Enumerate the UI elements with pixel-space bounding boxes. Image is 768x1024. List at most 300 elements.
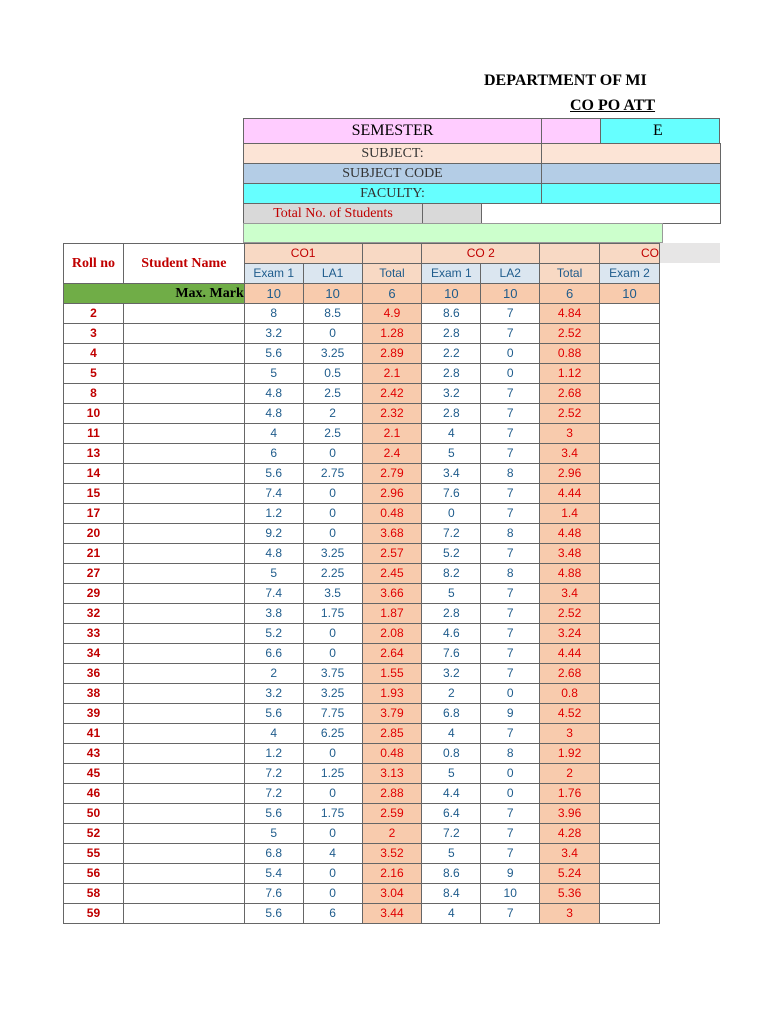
exam2-cell[interactable] [600, 444, 660, 464]
la1-cell[interactable]: 4 [303, 844, 362, 864]
total2-cell[interactable]: 2.52 [540, 404, 600, 424]
roll-cell[interactable]: 39 [64, 704, 124, 724]
total2-cell[interactable]: 3.4 [540, 844, 600, 864]
exam2-cell[interactable] [600, 564, 660, 584]
roll-cell[interactable]: 14 [64, 464, 124, 484]
exam1-cell[interactable]: 5.4 [244, 864, 303, 884]
total2-cell[interactable]: 4.28 [540, 824, 600, 844]
exam2-cell[interactable] [600, 364, 660, 384]
la2-cell[interactable]: 9 [481, 704, 540, 724]
exam1-co2-cell[interactable]: 7.2 [422, 524, 481, 544]
la1-cell[interactable]: 1.75 [303, 804, 362, 824]
total1-cell[interactable]: 2.59 [362, 804, 422, 824]
roll-cell[interactable]: 8 [64, 384, 124, 404]
exam1-co2-cell[interactable]: 8.6 [422, 864, 481, 884]
la1-cell[interactable]: 2.75 [303, 464, 362, 484]
total2-cell[interactable]: 4.88 [540, 564, 600, 584]
la2-cell[interactable]: 7 [481, 544, 540, 564]
total2-cell[interactable]: 3 [540, 904, 600, 924]
exam1-cell[interactable]: 7.4 [244, 584, 303, 604]
la1-cell[interactable]: 2.5 [303, 384, 362, 404]
la2-cell[interactable]: 7 [481, 724, 540, 744]
exam1-cell[interactable]: 4.8 [244, 544, 303, 564]
exam1-cell[interactable]: 5.6 [244, 344, 303, 364]
total2-cell[interactable]: 4.48 [540, 524, 600, 544]
co3-header: CO [600, 244, 660, 264]
la2-cell[interactable]: 8 [481, 564, 540, 584]
la1-cell[interactable]: 2 [303, 404, 362, 424]
la1-cell[interactable]: 0 [303, 624, 362, 644]
student-name-cell[interactable] [123, 844, 244, 864]
la2-cell[interactable]: 0 [481, 364, 540, 384]
la1-cell[interactable]: 8.5 [303, 304, 362, 324]
la1-cell[interactable]: 3.25 [303, 544, 362, 564]
exam2-cell[interactable] [600, 664, 660, 684]
student-name-cell[interactable] [123, 704, 244, 724]
exam2-cell[interactable] [600, 684, 660, 704]
total1-cell[interactable]: 1.87 [362, 604, 422, 624]
table-row [64, 484, 660, 504]
roll-cell[interactable]: 34 [64, 644, 124, 664]
exam2-cell[interactable] [600, 404, 660, 424]
la1-cell[interactable]: 0 [303, 744, 362, 764]
total2-cell[interactable]: 3 [540, 724, 600, 744]
la1-cell[interactable]: 1.25 [303, 764, 362, 784]
student-name-cell[interactable] [123, 524, 244, 544]
exam1-co2-cell[interactable]: 7.6 [422, 484, 481, 504]
la1-cell[interactable]: 3.75 [303, 664, 362, 684]
exam1-cell[interactable]: 6.6 [244, 644, 303, 664]
student-name-cell[interactable] [123, 304, 244, 324]
exam1-co2-cell[interactable]: 4 [422, 904, 481, 924]
exam1-cell[interactable]: 3.2 [244, 684, 303, 704]
la2-cell[interactable]: 7 [481, 484, 540, 504]
student-name-cell[interactable] [123, 384, 244, 404]
exam1-co2-cell[interactable]: 2.8 [422, 604, 481, 624]
student-name-cell[interactable] [123, 604, 244, 624]
la2-cell[interactable]: 9 [481, 864, 540, 884]
exam2-cell[interactable] [600, 344, 660, 364]
subject-code-value-cell[interactable] [541, 163, 721, 184]
exam1-cell[interactable]: 3.2 [244, 324, 303, 344]
exam1-co2-cell[interactable]: 2.8 [422, 364, 481, 384]
la1-cell[interactable]: 0 [303, 864, 362, 884]
student-name-cell[interactable] [123, 804, 244, 824]
roll-cell[interactable]: 36 [64, 664, 124, 684]
la2-cell[interactable]: 0 [481, 764, 540, 784]
total1-cell[interactable]: 2.42 [362, 384, 422, 404]
faculty-value-cell[interactable] [541, 183, 721, 204]
student-name-cell[interactable] [123, 464, 244, 484]
exam2-cell[interactable] [600, 784, 660, 804]
la2-cell[interactable]: 7 [481, 324, 540, 344]
la2-cell[interactable]: 7 [481, 424, 540, 444]
roll-cell[interactable]: 29 [64, 584, 124, 604]
roll-cell[interactable]: 38 [64, 684, 124, 704]
student-name-cell[interactable] [123, 684, 244, 704]
student-name-cell[interactable] [123, 624, 244, 644]
total2-cell[interactable]: 3.4 [540, 444, 600, 464]
exam1-co2-cell[interactable]: 0 [422, 504, 481, 524]
la2-cell[interactable]: 7 [481, 664, 540, 684]
roll-cell[interactable]: 52 [64, 824, 124, 844]
total-students-value-cell[interactable] [422, 203, 482, 224]
exam1-cell[interactable]: 5 [244, 824, 303, 844]
roll-cell[interactable]: 15 [64, 484, 124, 504]
total2-cell[interactable]: 1.12 [540, 364, 600, 384]
total1-cell[interactable]: 4.9 [362, 304, 422, 324]
exam1-co2-cell[interactable]: 8.2 [422, 564, 481, 584]
exam1-co2-cell[interactable]: 2.2 [422, 344, 481, 364]
exam1-cell[interactable]: 6 [244, 444, 303, 464]
exam1-co2-cell[interactable]: 3.4 [422, 464, 481, 484]
la1-cell[interactable]: 2.25 [303, 564, 362, 584]
total2-cell[interactable]: 2 [540, 764, 600, 784]
student-name-cell[interactable] [123, 344, 244, 364]
exam2-cell[interactable] [600, 604, 660, 624]
exam2-cell[interactable] [600, 884, 660, 904]
la2-cell[interactable]: 7 [481, 384, 540, 404]
total1-cell[interactable]: 2.4 [362, 444, 422, 464]
total1-cell[interactable]: 2.1 [362, 364, 422, 384]
sub-header-exam1-co2: Exam 1 [422, 264, 481, 284]
total2-cell[interactable]: 4.44 [540, 644, 600, 664]
la1-cell[interactable]: 1.75 [303, 604, 362, 624]
total2-cell[interactable]: 3.4 [540, 584, 600, 604]
exam1-co2-cell[interactable]: 4.6 [422, 624, 481, 644]
la2-cell[interactable]: 8 [481, 744, 540, 764]
la1-cell[interactable]: 3.5 [303, 584, 362, 604]
total1-cell[interactable]: 3.44 [362, 904, 422, 924]
roll-cell[interactable]: 45 [64, 764, 124, 784]
la1-cell[interactable]: 0 [303, 484, 362, 504]
exam1-cell[interactable]: 2 [244, 664, 303, 684]
total1-cell[interactable]: 2.96 [362, 484, 422, 504]
la1-cell[interactable]: 0 [303, 644, 362, 664]
la1-cell[interactable]: 0.5 [303, 364, 362, 384]
total1-cell[interactable]: 3.66 [362, 584, 422, 604]
roll-cell[interactable]: 5 [64, 364, 124, 384]
subject-value-cell[interactable] [541, 143, 721, 164]
roll-cell[interactable]: 56 [64, 864, 124, 884]
total2-cell[interactable]: 3.24 [540, 624, 600, 644]
table-row [64, 424, 660, 444]
exam1-co2-cell[interactable]: 0.8 [422, 744, 481, 764]
total-students-blank-cell[interactable] [481, 203, 721, 224]
total2-cell[interactable]: 2.52 [540, 324, 600, 344]
student-name-cell[interactable] [123, 424, 244, 444]
la2-cell[interactable]: 7 [481, 904, 540, 924]
exam1-co2-cell[interactable]: 6.8 [422, 704, 481, 724]
total1-cell[interactable]: 3.04 [362, 884, 422, 904]
roll-cell[interactable]: 46 [64, 784, 124, 804]
table-row [64, 824, 660, 844]
exam2-cell[interactable] [600, 824, 660, 844]
student-name-cell[interactable] [123, 324, 244, 344]
exam1-cell[interactable]: 5 [244, 564, 303, 584]
semester-blank-cell[interactable] [541, 118, 601, 144]
student-name-cell[interactable] [123, 784, 244, 804]
total2-cell[interactable]: 0.88 [540, 344, 600, 364]
exam2-cell[interactable] [600, 624, 660, 644]
exam2-cell[interactable] [600, 464, 660, 484]
total2-cell[interactable]: 2.68 [540, 664, 600, 684]
student-name-cell[interactable] [123, 564, 244, 584]
exam2-cell[interactable] [600, 744, 660, 764]
roll-cell[interactable]: 20 [64, 524, 124, 544]
total2-cell[interactable]: 1.4 [540, 504, 600, 524]
exam1-cell[interactable]: 4.8 [244, 404, 303, 424]
exam1-cell[interactable]: 4.8 [244, 384, 303, 404]
student-name-cell[interactable] [123, 544, 244, 564]
exam1-cell[interactable]: 4 [244, 424, 303, 444]
exam1-cell[interactable]: 3.8 [244, 604, 303, 624]
exam1-cell[interactable]: 5 [244, 364, 303, 384]
la2-cell[interactable]: 10 [481, 884, 540, 904]
total1-cell[interactable]: 3.79 [362, 704, 422, 724]
total2-cell[interactable]: 2.68 [540, 384, 600, 404]
exam1-co2-cell[interactable]: 7.6 [422, 644, 481, 664]
exam2-cell[interactable] [600, 704, 660, 724]
exam2-cell[interactable] [600, 724, 660, 744]
total2-cell[interactable]: 1.92 [540, 744, 600, 764]
total1-cell[interactable]: 2.16 [362, 864, 422, 884]
exam1-cell[interactable]: 5.6 [244, 804, 303, 824]
exam1-cell[interactable]: 1.2 [244, 744, 303, 764]
exam1-cell[interactable]: 1.2 [244, 504, 303, 524]
la2-cell[interactable]: 7 [481, 824, 540, 844]
total2-cell[interactable]: 5.36 [540, 884, 600, 904]
la1-cell[interactable]: 0 [303, 504, 362, 524]
exam2-cell[interactable] [600, 584, 660, 604]
total2-cell[interactable]: 4.52 [540, 704, 600, 724]
exam1-cell[interactable]: 9.2 [244, 524, 303, 544]
roll-cell[interactable]: 55 [64, 844, 124, 864]
exam1-cell[interactable]: 5.6 [244, 904, 303, 924]
roll-cell[interactable]: 17 [64, 504, 124, 524]
roll-cell[interactable]: 4 [64, 344, 124, 364]
total2-cell[interactable]: 1.76 [540, 784, 600, 804]
la2-cell[interactable]: 0 [481, 684, 540, 704]
total2-cell[interactable]: 3 [540, 424, 600, 444]
la2-cell[interactable]: 8 [481, 464, 540, 484]
la1-cell[interactable]: 0 [303, 524, 362, 544]
table-row [64, 504, 660, 524]
exam1-cell[interactable]: 7.4 [244, 484, 303, 504]
la2-cell[interactable]: 7 [481, 624, 540, 644]
la2-cell[interactable]: 0 [481, 344, 540, 364]
exam2-cell[interactable] [600, 504, 660, 524]
la2-cell[interactable]: 7 [481, 304, 540, 324]
exam2-cell[interactable] [600, 484, 660, 504]
roll-cell[interactable]: 33 [64, 624, 124, 644]
exam1-co2-cell[interactable]: 2 [422, 684, 481, 704]
student-name-cell[interactable] [123, 584, 244, 604]
exam2-cell[interactable] [600, 904, 660, 924]
la1-cell[interactable]: 2.5 [303, 424, 362, 444]
total2-cell[interactable]: 4.84 [540, 304, 600, 324]
student-name-cell[interactable] [123, 644, 244, 664]
total1-cell[interactable]: 2.1 [362, 424, 422, 444]
total1-cell[interactable]: 2.08 [362, 624, 422, 644]
total1-cell[interactable]: 2.79 [362, 464, 422, 484]
exam1-co2-cell[interactable]: 3.2 [422, 664, 481, 684]
la1-cell[interactable]: 3.25 [303, 684, 362, 704]
exam2-cell[interactable] [600, 764, 660, 784]
la1-cell[interactable]: 0 [303, 324, 362, 344]
exam1-co2-cell[interactable]: 3.2 [422, 384, 481, 404]
exam1-co2-cell[interactable]: 4.4 [422, 784, 481, 804]
total1-cell[interactable]: 0.48 [362, 504, 422, 524]
exam1-cell[interactable]: 8 [244, 304, 303, 324]
exam2-cell[interactable] [600, 304, 660, 324]
la2-cell[interactable]: 7 [481, 604, 540, 624]
student-name-cell[interactable] [123, 824, 244, 844]
total1-cell[interactable]: 0.48 [362, 744, 422, 764]
semester-label: SEMESTER [243, 118, 542, 144]
total1-cell[interactable]: 2 [362, 824, 422, 844]
exam1-cell[interactable]: 6.8 [244, 844, 303, 864]
exam1-cell[interactable]: 7.2 [244, 784, 303, 804]
la2-cell[interactable]: 7 [481, 444, 540, 464]
exam1-co2-cell[interactable]: 5.2 [422, 544, 481, 564]
total1-cell[interactable]: 1.55 [362, 664, 422, 684]
total-students-label: Total No. of Students [243, 203, 423, 224]
roll-cell[interactable]: 32 [64, 604, 124, 624]
la1-cell[interactable]: 0 [303, 444, 362, 464]
roll-cell[interactable]: 3 [64, 324, 124, 344]
exam1-cell[interactable]: 5.2 [244, 624, 303, 644]
roll-cell[interactable]: 43 [64, 744, 124, 764]
la2-cell[interactable]: 7 [481, 844, 540, 864]
exam1-cell[interactable]: 7.6 [244, 884, 303, 904]
roll-cell[interactable]: 50 [64, 804, 124, 824]
total1-cell[interactable]: 2.32 [362, 404, 422, 424]
roll-cell[interactable]: 59 [64, 904, 124, 924]
roll-cell[interactable]: 2 [64, 304, 124, 324]
total1-cell[interactable]: 2.85 [362, 724, 422, 744]
student-name-cell[interactable] [123, 724, 244, 744]
table-row [64, 784, 660, 804]
exam1-co2-cell[interactable]: 5 [422, 764, 481, 784]
student-name-cell[interactable] [123, 444, 244, 464]
student-name-cell[interactable] [123, 864, 244, 884]
exam2-cell[interactable] [600, 804, 660, 824]
total2-cell[interactable]: 2.96 [540, 464, 600, 484]
student-name-cell[interactable] [123, 904, 244, 924]
exam2-cell[interactable] [600, 844, 660, 864]
total2-cell[interactable]: 0.8 [540, 684, 600, 704]
exam1-cell[interactable]: 4 [244, 724, 303, 744]
student-name-cell[interactable] [123, 504, 244, 524]
exam1-co2-cell[interactable]: 5 [422, 444, 481, 464]
table-row [64, 344, 660, 364]
la2-cell[interactable]: 7 [481, 804, 540, 824]
exam1-co2-cell[interactable]: 6.4 [422, 804, 481, 824]
roll-no-header: Roll no [64, 244, 124, 284]
la2-cell[interactable]: 7 [481, 504, 540, 524]
table-row [64, 544, 660, 564]
la1-cell[interactable]: 6 [303, 904, 362, 924]
la2-cell[interactable]: 8 [481, 524, 540, 544]
semester-value[interactable]: E [600, 118, 720, 144]
roll-cell[interactable]: 27 [64, 564, 124, 584]
exam1-co2-cell[interactable]: 4 [422, 724, 481, 744]
student-name-cell[interactable] [123, 884, 244, 904]
total2-cell[interactable]: 5.24 [540, 864, 600, 884]
exam1-co2-cell[interactable]: 7.2 [422, 824, 481, 844]
exam2-cell[interactable] [600, 384, 660, 404]
exam1-co2-cell[interactable]: 2.8 [422, 404, 481, 424]
exam2-cell[interactable] [600, 424, 660, 444]
la2-cell[interactable]: 7 [481, 584, 540, 604]
exam2-cell[interactable] [600, 524, 660, 544]
la1-cell[interactable]: 3.25 [303, 344, 362, 364]
roll-cell[interactable]: 41 [64, 724, 124, 744]
total1-cell[interactable]: 3.68 [362, 524, 422, 544]
exam1-co2-cell[interactable]: 5 [422, 844, 481, 864]
exam1-cell[interactable]: 5.6 [244, 704, 303, 724]
la1-cell[interactable]: 0 [303, 824, 362, 844]
total2-cell[interactable]: 2.52 [540, 604, 600, 624]
roll-cell[interactable]: 11 [64, 424, 124, 444]
exam2-cell[interactable] [600, 544, 660, 564]
total1-cell[interactable]: 2.88 [362, 784, 422, 804]
exam1-co2-cell[interactable]: 8.4 [422, 884, 481, 904]
student-name-cell[interactable] [123, 404, 244, 424]
total1-cell[interactable]: 3.52 [362, 844, 422, 864]
student-name-cell[interactable] [123, 764, 244, 784]
roll-cell[interactable]: 13 [64, 444, 124, 464]
student-name-cell[interactable] [123, 664, 244, 684]
table-row [64, 864, 660, 884]
exam1-co2-cell[interactable]: 4 [422, 424, 481, 444]
exam2-cell[interactable] [600, 324, 660, 344]
la1-cell[interactable]: 0 [303, 784, 362, 804]
roll-cell[interactable]: 21 [64, 544, 124, 564]
total1-cell[interactable]: 2.57 [362, 544, 422, 564]
total1-cell[interactable]: 1.93 [362, 684, 422, 704]
total2-cell[interactable]: 3.48 [540, 544, 600, 564]
table-row [64, 324, 660, 344]
exam1-co2-cell[interactable]: 5 [422, 584, 481, 604]
la2-cell[interactable]: 7 [481, 404, 540, 424]
exam1-co2-cell[interactable]: 2.8 [422, 324, 481, 344]
student-name-cell[interactable] [123, 484, 244, 504]
student-name-cell[interactable] [123, 744, 244, 764]
total2-cell[interactable]: 3.96 [540, 804, 600, 824]
total2-cell[interactable]: 4.44 [540, 484, 600, 504]
total1-cell[interactable]: 2.64 [362, 644, 422, 664]
total1-cell[interactable]: 1.28 [362, 324, 422, 344]
la1-cell[interactable]: 0 [303, 884, 362, 904]
total1-cell[interactable]: 2.89 [362, 344, 422, 364]
la1-cell[interactable]: 6.25 [303, 724, 362, 744]
roll-cell[interactable]: 10 [64, 404, 124, 424]
la2-cell[interactable]: 7 [481, 644, 540, 664]
total1-cell[interactable]: 2.45 [362, 564, 422, 584]
roll-cell[interactable]: 58 [64, 884, 124, 904]
exam1-cell[interactable]: 5.6 [244, 464, 303, 484]
exam2-cell[interactable] [600, 644, 660, 664]
exam1-co2-cell[interactable]: 8.6 [422, 304, 481, 324]
exam1-cell[interactable]: 7.2 [244, 764, 303, 784]
exam2-cell[interactable] [600, 864, 660, 884]
la2-cell[interactable]: 0 [481, 784, 540, 804]
la1-cell[interactable]: 7.75 [303, 704, 362, 724]
student-name-cell[interactable] [123, 364, 244, 384]
total1-cell[interactable]: 3.13 [362, 764, 422, 784]
